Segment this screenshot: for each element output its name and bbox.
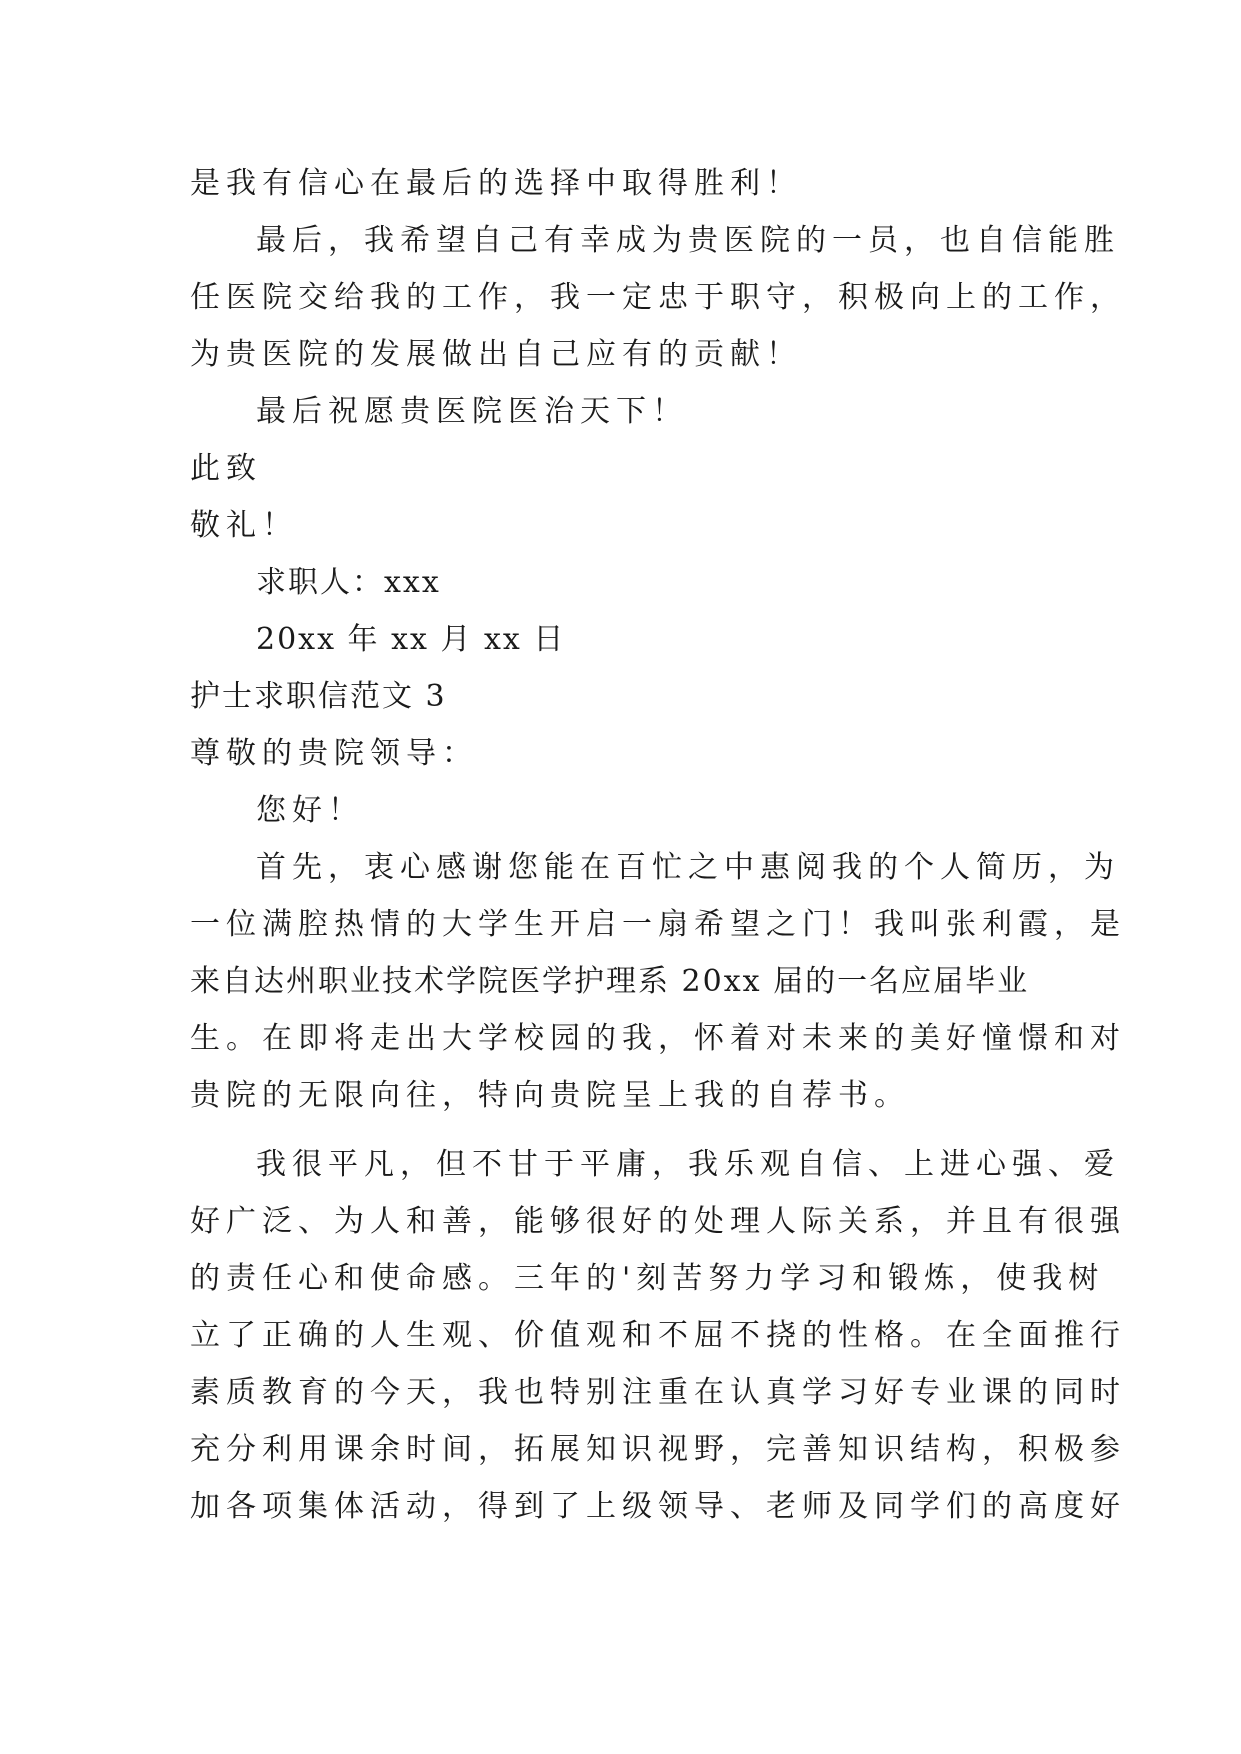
- text-line: 来自达州职业技术学院医学护理系 20xx 届的一名应届毕业: [190, 964, 1030, 999]
- greeting-line: 您好！: [256, 793, 364, 828]
- text-line: 的责任心和使命感。三年的'刻苦努力学习和锻炼，使我树: [190, 1261, 1105, 1296]
- text-line: 任医院交给我的工作，我一定忠于职守，积极向上的工作，: [190, 280, 1126, 315]
- date-line: 20xx 年 xx 月 xx 日: [256, 622, 566, 657]
- text-line: 最后祝愿贵医院医治天下！: [256, 394, 688, 429]
- text-line: 好广泛、为人和善，能够很好的处理人际关系，并且有很强: [190, 1204, 1126, 1239]
- text-line: 生。在即将走出大学校园的我，怀着对未来的美好憧憬和对: [190, 1021, 1126, 1056]
- text-line: 为贵医院的发展做出自己应有的贡献！: [190, 337, 802, 372]
- text-line: 我很平凡，但不甘于平庸，我乐观自信、上进心强、爱: [256, 1147, 1120, 1182]
- text-line: 充分利用课余时间，拓展知识视野，完善知识结构，积极参: [190, 1432, 1126, 1467]
- signature-line: 求职人：xxx: [256, 565, 441, 600]
- closing-line: 敬礼！: [190, 508, 298, 543]
- text-line: 加各项集体活动，得到了上级领导、老师及同学们的高度好: [190, 1489, 1126, 1524]
- text-line: 立了正确的人生观、价值观和不屈不挠的性格。在全面推行: [190, 1318, 1126, 1353]
- text-line: 素质教育的今天，我也特别注重在认真学习好专业课的同时: [190, 1375, 1126, 1410]
- text-line: 最后，我希望自己有幸成为贵医院的一员，也自信能胜: [256, 223, 1120, 258]
- text-line: 一位满腔热情的大学生开启一扇希望之门！我叫张利霞，是: [190, 907, 1126, 942]
- text-line: 是我有信心在最后的选择中取得胜利！: [190, 166, 802, 201]
- text-line: 首先，衷心感谢您能在百忙之中惠阅我的个人简历，为: [256, 850, 1120, 885]
- text-line: 贵院的无限向往，特向贵院呈上我的自荐书。: [190, 1078, 910, 1113]
- salutation-line: 尊敬的贵院领导：: [190, 736, 478, 771]
- section-heading: 护士求职信范文 3: [190, 679, 447, 714]
- closing-line: 此致: [190, 451, 262, 486]
